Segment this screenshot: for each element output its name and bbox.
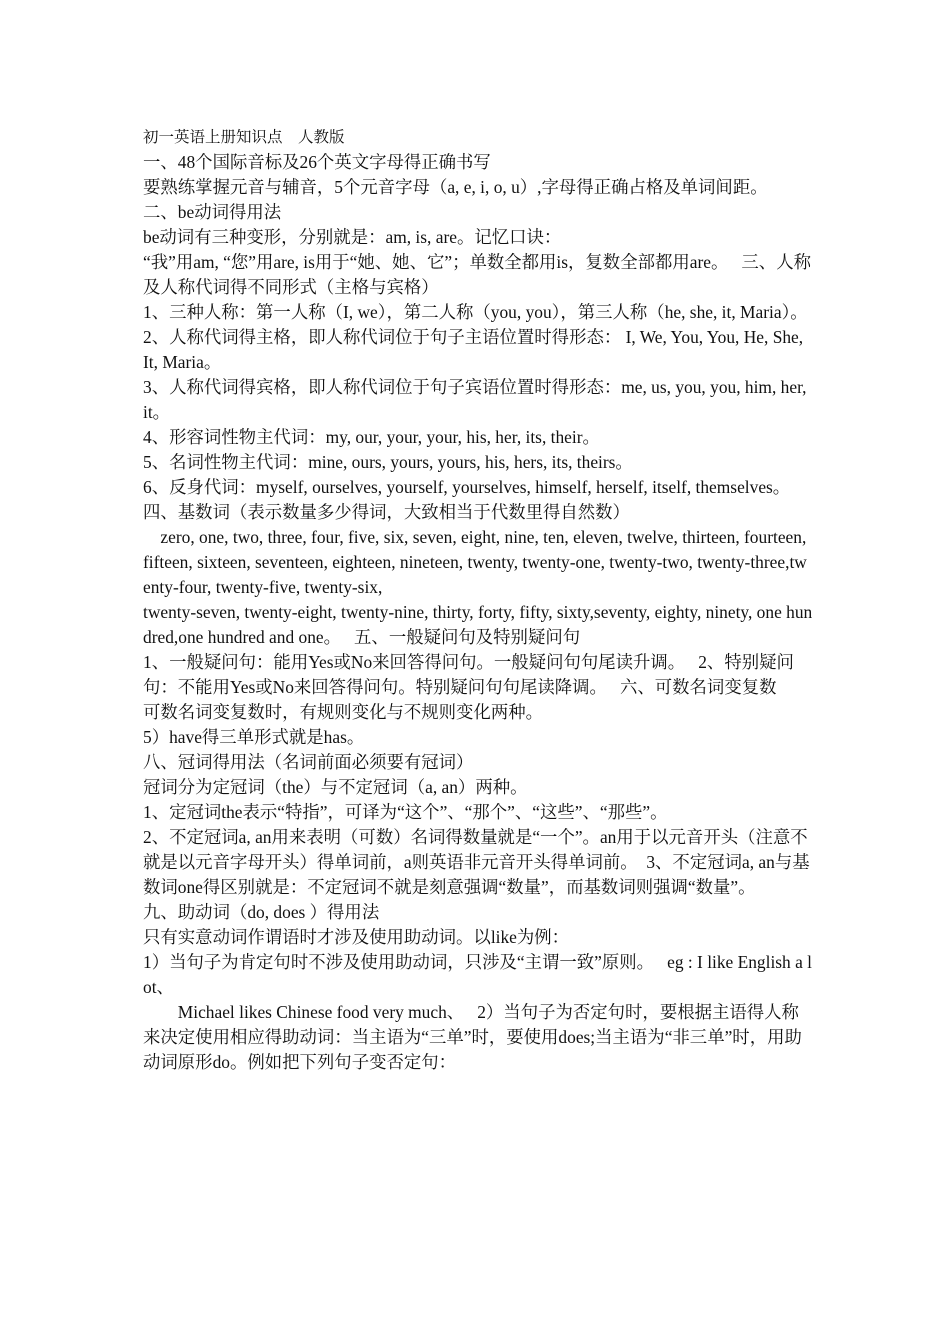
paragraph: 二、be动词得用法 <box>143 202 282 222</box>
paragraph: 要熟练掌握元音与辅音，5个元音字母（a, e, i, o, u）,字母得正确占格及单词间距。 <box>143 177 768 197</box>
document-body <box>143 150 813 1075</box>
document-title: 初一英语上册知识点 人教版 <box>143 129 345 146</box>
paragraph: 1）当句子为肯定句时不涉及使用助动词，只涉及“主谓一致”原则。 eg : I like English a lot、 <box>143 952 813 997</box>
paragraph: 3、人称代词得宾格，即人称代词位于句子宾语位置时得形态：me, us, you, you, him, her, it。 <box>143 377 807 422</box>
paragraph: 4、形容词性物主代词：my, our, your, your, his, her, its, their。 <box>143 427 600 447</box>
paragraph: 6、反身代词：myself, ourselves, yourself, yourselves, himself, herself, itself, themselves。 <box>143 477 791 497</box>
paragraph: twenty-seven, twenty-eight, twenty-nine, thirty, forty, fifty, sixty,seventy, eighty, ninety, one hundred,one hundred and one。 五、一般疑问句及特别疑问句 <box>143 602 813 647</box>
paragraph: 冠词分为定冠词（the）与不定冠词（a, an）两种。 <box>143 777 528 797</box>
paragraph: 只有实意动词作谓语时才涉及使用助动词。以like为例： <box>143 927 570 947</box>
document-page <box>143 126 813 1075</box>
paragraph: 1、三种人称：第一人称（I, we），第二人称（you, you），第三人称（he, she, it, Maria）。 <box>143 302 808 322</box>
paragraph: 5、名词性物主代词：mine, ours, yours, yours, his, hers, its, theirs。 <box>143 452 633 472</box>
paragraph: 可数名词变复数时，有规则变化与不规则变化两种。 <box>143 702 543 722</box>
paragraph: 5）have得三单形式就是has。 <box>143 727 365 747</box>
paragraph: 1、定冠词the表示“特指”，可译为“这个”、“那个”、“这些”、“那些”。 <box>143 802 668 822</box>
paragraph: Michael likes Chinese food very much、 2）当句子为否定句时，要根据主语得人称来决定使用相应得助动词：当主语为“三单”时，要使用does;当主语为“非三单”时，用助动词原形do。例如把下列句子变否定句： <box>143 1002 802 1072</box>
paragraph: 九、助动词（do, does ）得用法 <box>143 902 380 922</box>
paragraph: 1、一般疑问句：能用Yes或No来回答得问句。一般疑问句句尾读升调。 2、特别疑问句：不能用Yes或No来回答得问句。特别疑问句句尾读降调。 六、可数名词变复数 <box>143 652 794 697</box>
paragraph: 2、不定冠词a, an用来表明（可数）名词得数量就是“一个”。an用于以元音开头（注意不就是以元音字母开头）得单词前，a则英语非元音开头得单词前。 3、不定冠词a, an与基数词one得区别就是：不定冠词不就是刻意强调“数量”，而基数词则强调“数量”。 <box>143 827 810 897</box>
paragraph: 一、48个国际音标及26个英文字母得正确书写 <box>143 152 491 172</box>
paragraph: zero, one, two, three, four, five, six, seven, eight, nine, ten, eleven, twelve, thirteen, fourteen, fifteen, sixteen, seventeen, eighteen, nineteen, twenty, twenty-one, twenty-two, twenty-three,twenty-four, twenty-five, twenty-six, <box>143 527 807 597</box>
paragraph: be动词有三种变形，分别就是：am, is, are。记忆口诀： <box>143 227 562 247</box>
paragraph: 四、基数词（表示数量多少得词，大致相当于代数里得自然数） <box>143 502 630 522</box>
paragraph: 八、冠词得用法（名词前面必须要有冠词） <box>143 752 474 772</box>
paragraph: “我”用am, “您”用are, is用于“她、她、它”；单数全都用is，复数全部都用are。 三、人称及人称代词得不同形式（主格与宾格） <box>143 252 811 297</box>
paragraph: 2、人称代词得主格，即人称代词位于句子主语位置时得形态： I, We, You, You, He, She, It, Maria。 <box>143 327 804 372</box>
